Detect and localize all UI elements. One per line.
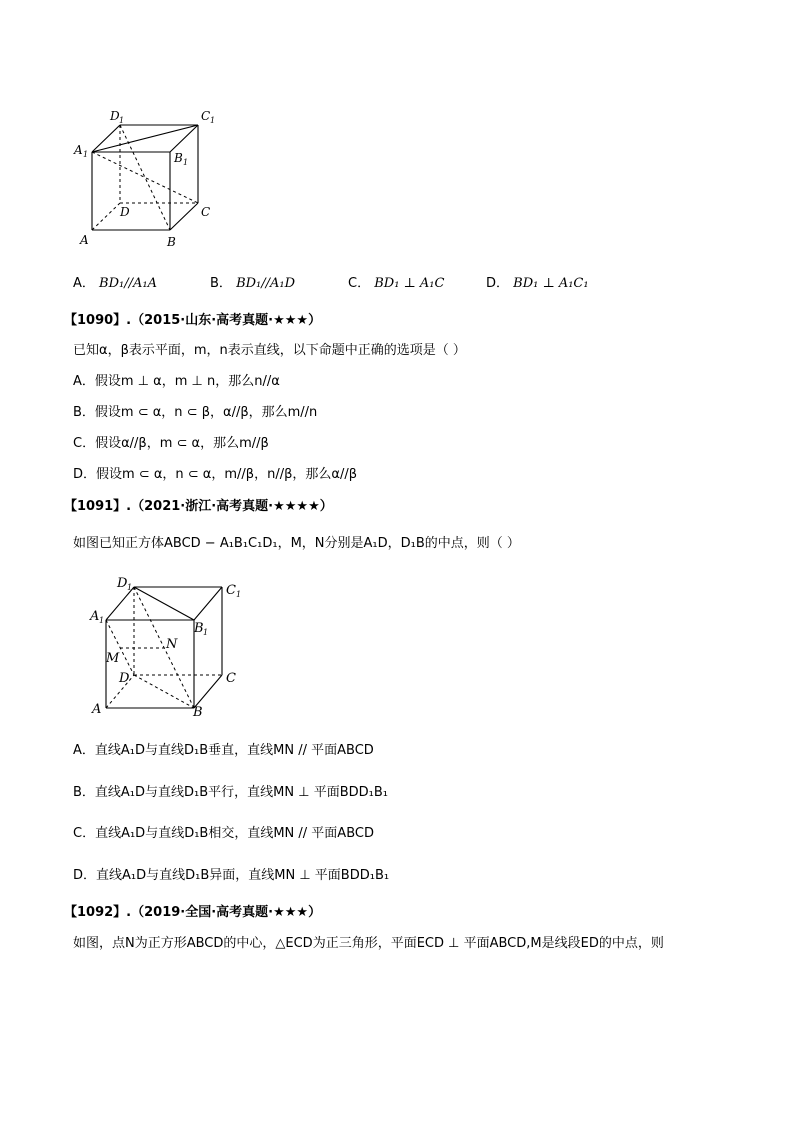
q1091-option-b: B．直线A₁D与直线D₁B平行，直线MN ⊥ 平面BDD₁B₁ — [73, 785, 388, 800]
q1092-header: 【1092】.（2019·全国·高考真题·★★★） — [64, 905, 322, 920]
prev-option-d-expr: BD₁ ⊥ A₁C₁ — [513, 276, 589, 291]
q1090-option-d: D．假设m ⊂ α，n ⊂ α，m//β，n//β，那么α//β — [73, 467, 358, 482]
prev-option-b: B． BD₁//A₁D — [210, 276, 296, 291]
prev-option-a: A． BD₁//A₁A — [73, 276, 157, 291]
q1091-stem: 如图已知正方体ABCD − A₁B₁C₁D₁，M，N分别是A₁D，D₁B的中点，则（ ） — [73, 536, 520, 551]
q1091-option-c: C．直线A₁D与直线D₁B相交，直线MN // 平面ABCD — [73, 826, 374, 841]
q1090-stem: 已知α，β表示平面，m，n表示直线，以下命题中正确的选项是（ ） — [73, 343, 466, 358]
q1090-header: 【1090】.（2015·山东·高考真题·★★★） — [64, 313, 322, 328]
label-B1: B — [194, 621, 204, 636]
label-C1: C — [226, 583, 236, 598]
label-D1-sub: 1 — [127, 583, 133, 592]
label-A1-sub: 1 — [99, 616, 105, 625]
q1091-option-a: A．直线A₁D与直线D₁B垂直，直线MN // 平面ABCD — [73, 743, 374, 758]
label-D: D — [120, 205, 130, 219]
label-A: A — [92, 702, 102, 717]
prev-option-c-expr: BD₁ ⊥ A₁C — [374, 276, 445, 291]
q1090-option-a: A．假设m ⊥ α，m ⊥ n，那么n//α — [73, 374, 280, 389]
q1092-stem: 如图，点N为正方形ABCD的中心，△ECD为正三角形，平面ECD ⊥ 平面ABCD,M是线段ED的中点，则 — [73, 936, 664, 951]
q1091-header: 【1091】.（2021·浙江·高考真题·★★★★） — [64, 499, 333, 514]
label-B: B — [193, 705, 203, 720]
label-C: C — [226, 671, 236, 686]
cube-figure-2 — [84, 570, 254, 720]
label-A: A — [80, 233, 89, 247]
cube-figure-1 — [70, 100, 230, 250]
prev-option-b-expr: BD₁//A₁D — [236, 276, 296, 291]
label-B1: B — [174, 151, 183, 165]
prev-option-c: C． BD₁ ⊥ A₁C — [348, 276, 445, 291]
label-C1: C — [201, 109, 211, 123]
prev-option-a-expr: BD₁//A₁A — [99, 276, 157, 291]
label-B1-sub: 1 — [203, 628, 209, 637]
label-A1: A — [90, 609, 100, 624]
prev-option-d: D． BD₁ ⊥ A₁C₁ — [486, 276, 589, 291]
label-B1-sub: 1 — [183, 158, 189, 167]
label-D: D — [119, 671, 130, 686]
label-C1-sub: 1 — [236, 590, 242, 599]
label-C: C — [201, 205, 211, 219]
q1091-option-d: D．直线A₁D与直线D₁B异面，直线MN ⊥ 平面BDD₁B₁ — [73, 868, 390, 883]
label-N: N — [166, 637, 178, 652]
label-B: B — [167, 235, 176, 249]
q1090-option-b: B．假设m ⊂ α，n ⊂ β，α//β，那么m//n — [73, 405, 318, 420]
label-M: M — [106, 651, 120, 666]
label-C1-sub: 1 — [210, 116, 216, 125]
label-D1: D — [117, 576, 128, 591]
label-D1-sub: 1 — [119, 116, 125, 125]
label-D1: D — [110, 109, 120, 123]
label-A1: A — [74, 143, 83, 157]
q1090-option-c: C．假设α//β，m ⊂ α，那么m//β — [73, 436, 269, 451]
label-A1-sub: 1 — [83, 150, 89, 159]
